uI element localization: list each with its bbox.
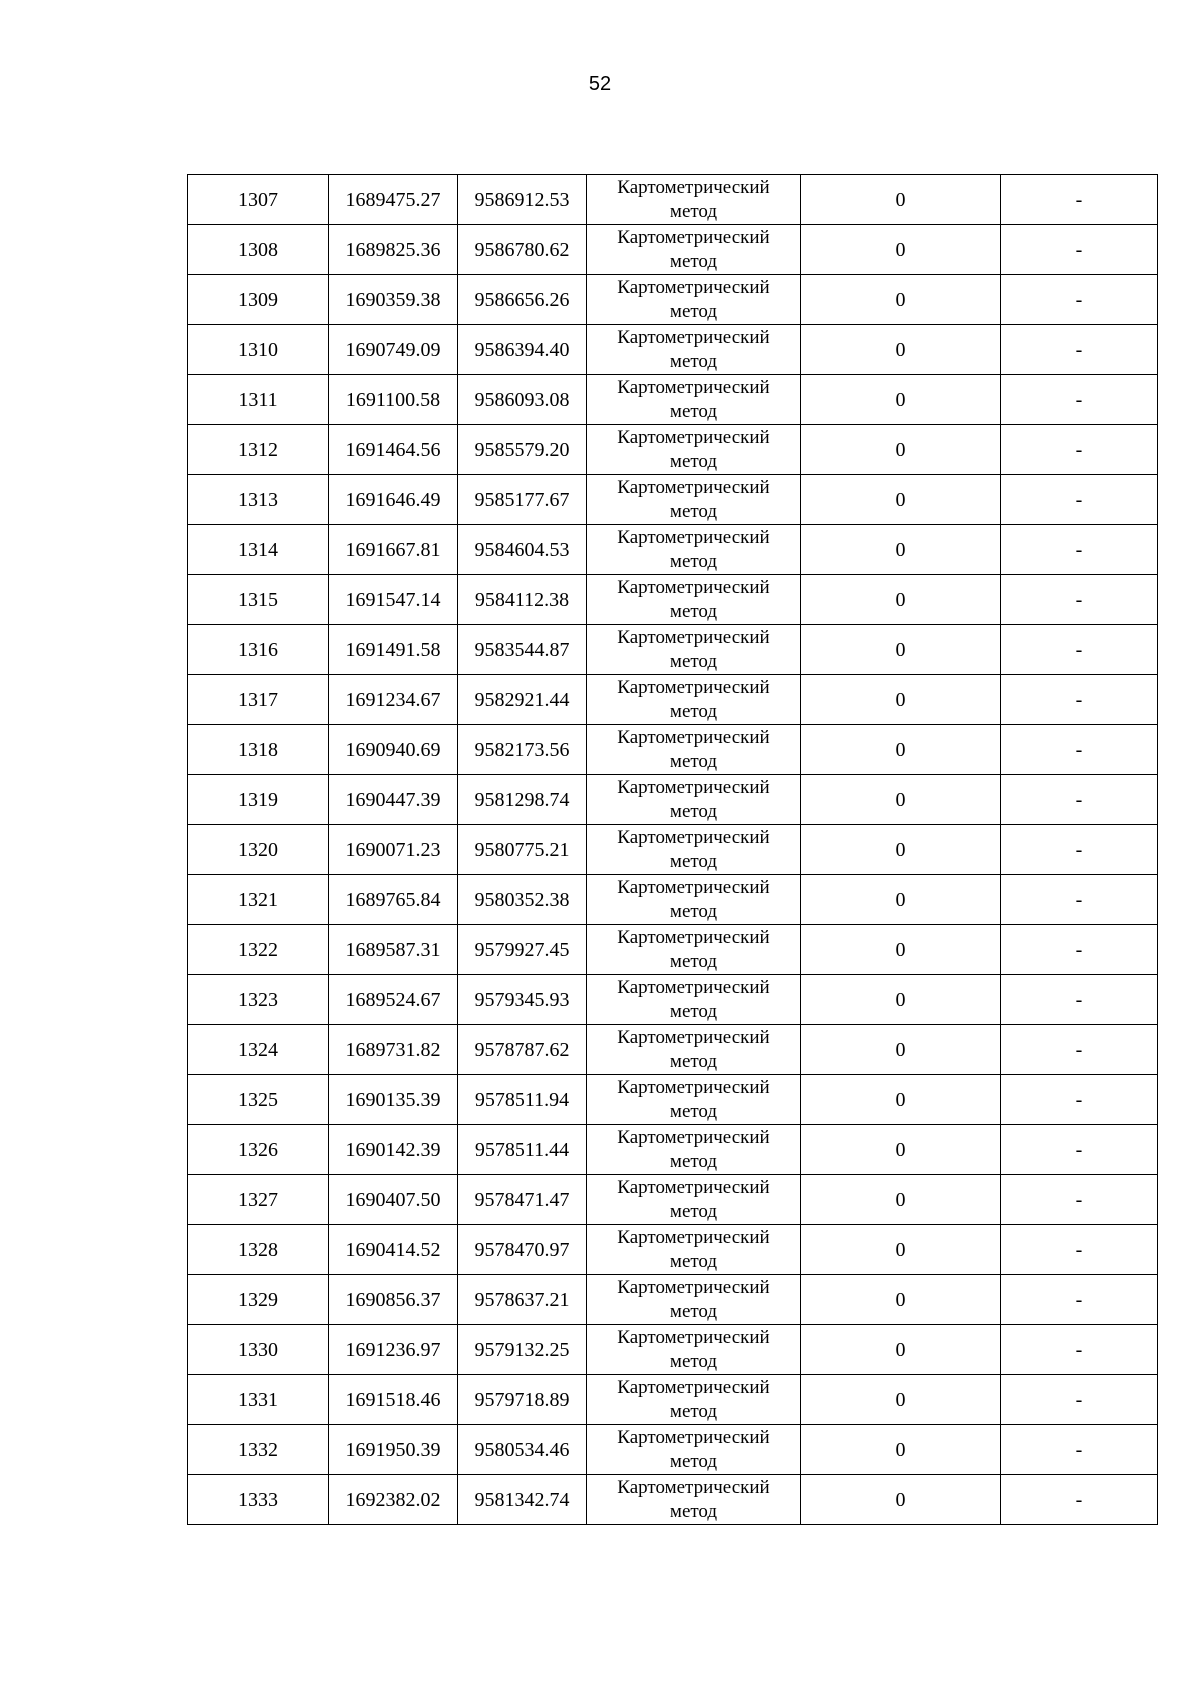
method-cell [587, 1175, 801, 1225]
method-line-1: Картометрический [617, 376, 770, 398]
note-cell: - [1001, 675, 1158, 725]
accuracy-cell: 0 [801, 1075, 1001, 1125]
note-cell: - [1001, 325, 1158, 375]
coordinate-x-cell: 1690856.37 [329, 1275, 458, 1325]
method-line-2: метод [669, 1100, 718, 1122]
method-line-2: метод [669, 350, 718, 372]
method-line-1: Картометрический [617, 626, 770, 648]
method-line-1: Картометрический [617, 1326, 770, 1348]
method-line-1: Картометрический [617, 926, 770, 948]
method-line-2: метод [669, 400, 718, 422]
coordinate-y-cell: 9578511.94 [458, 1075, 587, 1125]
coordinate-y-cell: 9578637.21 [458, 1275, 587, 1325]
method-line-1: Картометрический [617, 676, 770, 698]
coordinate-y-cell: 9578471.47 [458, 1175, 587, 1225]
method-line-1: Картометрический [617, 426, 770, 448]
coordinate-x-cell: 1689524.67 [329, 975, 458, 1025]
coordinate-y-cell: 9582173.56 [458, 725, 587, 775]
table-row [188, 375, 1158, 425]
coordinate-x-cell: 1690071.23 [329, 825, 458, 875]
table-row [188, 475, 1158, 525]
coordinate-x-cell: 1691646.49 [329, 475, 458, 525]
method-cell [587, 825, 801, 875]
method-line-1: Картометрический [617, 1176, 770, 1198]
note-cell: - [1001, 1125, 1158, 1175]
accuracy-cell: 0 [801, 575, 1001, 625]
table-row [188, 875, 1158, 925]
coordinate-y-cell: 9586780.62 [458, 225, 587, 275]
method-cell [587, 775, 801, 825]
method-cell [587, 325, 801, 375]
table-row [188, 725, 1158, 775]
method-cell [587, 425, 801, 475]
table-row [188, 975, 1158, 1025]
method-line-1: Картометрический [617, 1276, 770, 1298]
method-line-1: Картометрический [617, 1076, 770, 1098]
accuracy-cell: 0 [801, 1125, 1001, 1175]
coordinate-x-cell: 1689765.84 [329, 875, 458, 925]
method-cell [587, 225, 801, 275]
method-line-1: Картометрический [617, 876, 770, 898]
point-number-cell: 1308 [188, 225, 329, 275]
method-line-1: Картометрический [617, 526, 770, 548]
coordinate-x-cell: 1691100.58 [329, 375, 458, 425]
method-cell [587, 1075, 801, 1125]
coordinate-x-cell: 1691950.39 [329, 1425, 458, 1475]
note-cell: - [1001, 375, 1158, 425]
coordinate-y-cell: 9580534.46 [458, 1425, 587, 1475]
coordinate-x-cell: 1690407.50 [329, 1175, 458, 1225]
table-row [188, 1375, 1158, 1425]
method-line-1: Картометрический [617, 826, 770, 848]
method-line-2: метод [669, 650, 718, 672]
table-row [188, 1175, 1158, 1225]
coordinate-y-cell: 9579132.25 [458, 1325, 587, 1375]
note-cell: - [1001, 175, 1158, 225]
method-line-1: Картометрический [617, 726, 770, 748]
method-cell [587, 975, 801, 1025]
accuracy-cell: 0 [801, 325, 1001, 375]
point-number-cell: 1321 [188, 875, 329, 925]
method-line-2: метод [669, 800, 718, 822]
point-number-cell: 1313 [188, 475, 329, 525]
coordinate-x-cell: 1689475.27 [329, 175, 458, 225]
table-row [188, 1475, 1158, 1525]
coordinate-y-cell: 9581342.74 [458, 1475, 587, 1525]
note-cell: - [1001, 1375, 1158, 1425]
table-row [188, 175, 1158, 225]
accuracy-cell: 0 [801, 1225, 1001, 1275]
method-cell [587, 1475, 801, 1525]
table-row [188, 1325, 1158, 1375]
method-line-2: метод [669, 1050, 718, 1072]
table-row [188, 925, 1158, 975]
point-number-cell: 1325 [188, 1075, 329, 1125]
table-row [188, 1125, 1158, 1175]
method-cell [587, 725, 801, 775]
method-cell [587, 375, 801, 425]
coordinate-x-cell: 1691491.58 [329, 625, 458, 675]
accuracy-cell: 0 [801, 1425, 1001, 1475]
method-line-2: метод [669, 1450, 718, 1472]
method-cell [587, 1425, 801, 1475]
method-line-2: метод [669, 1150, 718, 1172]
coordinate-x-cell: 1691234.67 [329, 675, 458, 725]
coordinate-y-cell: 9586394.40 [458, 325, 587, 375]
point-number-cell: 1329 [188, 1275, 329, 1325]
point-number-cell: 1327 [188, 1175, 329, 1225]
note-cell: - [1001, 825, 1158, 875]
method-cell [587, 925, 801, 975]
method-line-2: метод [669, 700, 718, 722]
method-cell [587, 175, 801, 225]
table-row [188, 1075, 1158, 1125]
table-row [188, 675, 1158, 725]
accuracy-cell: 0 [801, 925, 1001, 975]
coordinate-x-cell: 1691667.81 [329, 525, 458, 575]
point-number-cell: 1316 [188, 625, 329, 675]
point-number-cell: 1318 [188, 725, 329, 775]
method-line-2: метод [669, 1000, 718, 1022]
coordinate-y-cell: 9585177.67 [458, 475, 587, 525]
point-number-cell: 1330 [188, 1325, 329, 1375]
table-row [188, 1225, 1158, 1275]
note-cell: - [1001, 1425, 1158, 1475]
note-cell: - [1001, 625, 1158, 675]
coordinate-y-cell: 9579927.45 [458, 925, 587, 975]
accuracy-cell: 0 [801, 675, 1001, 725]
method-line-2: метод [669, 850, 718, 872]
table-row [188, 425, 1158, 475]
accuracy-cell: 0 [801, 475, 1001, 525]
point-number-cell: 1319 [188, 775, 329, 825]
note-cell: - [1001, 575, 1158, 625]
coordinate-y-cell: 9582921.44 [458, 675, 587, 725]
point-number-cell: 1323 [188, 975, 329, 1025]
method-line-1: Картометрический [617, 1476, 770, 1498]
note-cell: - [1001, 1325, 1158, 1375]
method-line-2: метод [669, 1300, 718, 1322]
coordinate-x-cell: 1690135.39 [329, 1075, 458, 1125]
method-line-2: метод [669, 200, 718, 222]
method-cell [587, 875, 801, 925]
method-line-1: Картометрический [617, 176, 770, 198]
coordinate-y-cell: 9586656.26 [458, 275, 587, 325]
method-line-1: Картометрический [617, 576, 770, 598]
method-line-1: Картометрический [617, 326, 770, 348]
note-cell: - [1001, 1175, 1158, 1225]
method-cell [587, 1225, 801, 1275]
method-cell [587, 275, 801, 325]
method-line-1: Картометрический [617, 1376, 770, 1398]
note-cell: - [1001, 225, 1158, 275]
accuracy-cell: 0 [801, 375, 1001, 425]
method-line-1: Картометрический [617, 1126, 770, 1148]
point-number-cell: 1309 [188, 275, 329, 325]
coordinate-y-cell: 9583544.87 [458, 625, 587, 675]
coordinate-y-cell: 9586912.53 [458, 175, 587, 225]
accuracy-cell: 0 [801, 525, 1001, 575]
coordinate-y-cell: 9578511.44 [458, 1125, 587, 1175]
note-cell: - [1001, 925, 1158, 975]
note-cell: - [1001, 1025, 1158, 1075]
method-cell [587, 675, 801, 725]
coordinate-y-cell: 9580352.38 [458, 875, 587, 925]
table-row [188, 325, 1158, 375]
coordinates-table [187, 174, 1158, 1525]
accuracy-cell: 0 [801, 1375, 1001, 1425]
coordinate-x-cell: 1691547.14 [329, 575, 458, 625]
coordinate-x-cell: 1691518.46 [329, 1375, 458, 1425]
accuracy-cell: 0 [801, 1025, 1001, 1075]
note-cell: - [1001, 975, 1158, 1025]
method-line-2: метод [669, 1200, 718, 1222]
note-cell: - [1001, 475, 1158, 525]
note-cell: - [1001, 425, 1158, 475]
method-line-2: метод [669, 1400, 718, 1422]
coordinate-y-cell: 9584604.53 [458, 525, 587, 575]
method-line-1: Картометрический [617, 776, 770, 798]
method-line-2: метод [669, 500, 718, 522]
accuracy-cell: 0 [801, 225, 1001, 275]
method-cell [587, 475, 801, 525]
accuracy-cell: 0 [801, 1475, 1001, 1525]
accuracy-cell: 0 [801, 275, 1001, 325]
accuracy-cell: 0 [801, 875, 1001, 925]
table-row [188, 825, 1158, 875]
coordinate-y-cell: 9585579.20 [458, 425, 587, 475]
note-cell: - [1001, 275, 1158, 325]
note-cell: - [1001, 1075, 1158, 1125]
coordinate-x-cell: 1689825.36 [329, 225, 458, 275]
point-number-cell: 1322 [188, 925, 329, 975]
method-cell [587, 1325, 801, 1375]
method-line-1: Картометрический [617, 226, 770, 248]
table-row [188, 1025, 1158, 1075]
table-row [188, 225, 1158, 275]
coordinate-x-cell: 1690142.39 [329, 1125, 458, 1175]
coordinate-y-cell: 9579345.93 [458, 975, 587, 1025]
note-cell: - [1001, 725, 1158, 775]
method-line-1: Картометрический [617, 1426, 770, 1448]
accuracy-cell: 0 [801, 1325, 1001, 1375]
method-line-1: Картометрический [617, 276, 770, 298]
point-number-cell: 1314 [188, 525, 329, 575]
method-line-2: метод [669, 950, 718, 972]
page-number: 52 [588, 73, 612, 95]
method-cell [587, 1125, 801, 1175]
method-line-2: метод [669, 300, 718, 322]
table-row [188, 575, 1158, 625]
method-line-2: метод [669, 750, 718, 772]
point-number-cell: 1331 [188, 1375, 329, 1425]
note-cell: - [1001, 525, 1158, 575]
point-number-cell: 1333 [188, 1475, 329, 1525]
coordinate-x-cell: 1692382.02 [329, 1475, 458, 1525]
method-cell [587, 625, 801, 675]
coordinate-x-cell: 1690359.38 [329, 275, 458, 325]
method-cell [587, 1375, 801, 1425]
method-cell [587, 1025, 801, 1075]
note-cell: - [1001, 1225, 1158, 1275]
method-cell [587, 525, 801, 575]
coordinate-x-cell: 1691236.97 [329, 1325, 458, 1375]
table-row [188, 275, 1158, 325]
point-number-cell: 1317 [188, 675, 329, 725]
method-line-2: метод [669, 600, 718, 622]
method-line-2: метод [669, 900, 718, 922]
method-line-2: метод [669, 250, 718, 272]
method-line-1: Картометрический [617, 476, 770, 498]
table-row [188, 1275, 1158, 1325]
coordinate-y-cell: 9586093.08 [458, 375, 587, 425]
note-cell: - [1001, 1275, 1158, 1325]
note-cell: - [1001, 875, 1158, 925]
method-line-1: Картометрический [617, 1226, 770, 1248]
point-number-cell: 1320 [188, 825, 329, 875]
point-number-cell: 1312 [188, 425, 329, 475]
accuracy-cell: 0 [801, 625, 1001, 675]
coordinate-x-cell: 1690414.52 [329, 1225, 458, 1275]
table-row [188, 775, 1158, 825]
note-cell: - [1001, 1475, 1158, 1525]
coordinate-y-cell: 9584112.38 [458, 575, 587, 625]
table-row [188, 625, 1158, 675]
coordinate-y-cell: 9578787.62 [458, 1025, 587, 1075]
point-number-cell: 1311 [188, 375, 329, 425]
coordinate-y-cell: 9580775.21 [458, 825, 587, 875]
method-line-2: метод [669, 1350, 718, 1372]
coordinate-x-cell: 1690447.39 [329, 775, 458, 825]
accuracy-cell: 0 [801, 725, 1001, 775]
coordinate-x-cell: 1690940.69 [329, 725, 458, 775]
coordinate-x-cell: 1690749.09 [329, 325, 458, 375]
point-number-cell: 1310 [188, 325, 329, 375]
coordinate-y-cell: 9579718.89 [458, 1375, 587, 1425]
coordinates-table-body [188, 175, 1158, 1525]
accuracy-cell: 0 [801, 425, 1001, 475]
method-line-2: метод [669, 1250, 718, 1272]
point-number-cell: 1326 [188, 1125, 329, 1175]
coordinate-x-cell: 1689731.82 [329, 1025, 458, 1075]
accuracy-cell: 0 [801, 975, 1001, 1025]
accuracy-cell: 0 [801, 175, 1001, 225]
coordinate-y-cell: 9581298.74 [458, 775, 587, 825]
method-line-2: метод [669, 1500, 718, 1522]
point-number-cell: 1328 [188, 1225, 329, 1275]
method-line-1: Картометрический [617, 976, 770, 998]
point-number-cell: 1315 [188, 575, 329, 625]
point-number-cell: 1307 [188, 175, 329, 225]
method-cell [587, 1275, 801, 1325]
coordinate-x-cell: 1691464.56 [329, 425, 458, 475]
method-line-2: метод [669, 450, 718, 472]
table-row [188, 1425, 1158, 1475]
note-cell: - [1001, 775, 1158, 825]
coordinate-y-cell: 9578470.97 [458, 1225, 587, 1275]
point-number-cell: 1332 [188, 1425, 329, 1475]
method-line-2: метод [669, 550, 718, 572]
accuracy-cell: 0 [801, 1175, 1001, 1225]
point-number-cell: 1324 [188, 1025, 329, 1075]
accuracy-cell: 0 [801, 825, 1001, 875]
accuracy-cell: 0 [801, 775, 1001, 825]
table-row [188, 525, 1158, 575]
accuracy-cell: 0 [801, 1275, 1001, 1325]
coordinate-x-cell: 1689587.31 [329, 925, 458, 975]
method-cell [587, 575, 801, 625]
method-line-1: Картометрический [617, 1026, 770, 1048]
